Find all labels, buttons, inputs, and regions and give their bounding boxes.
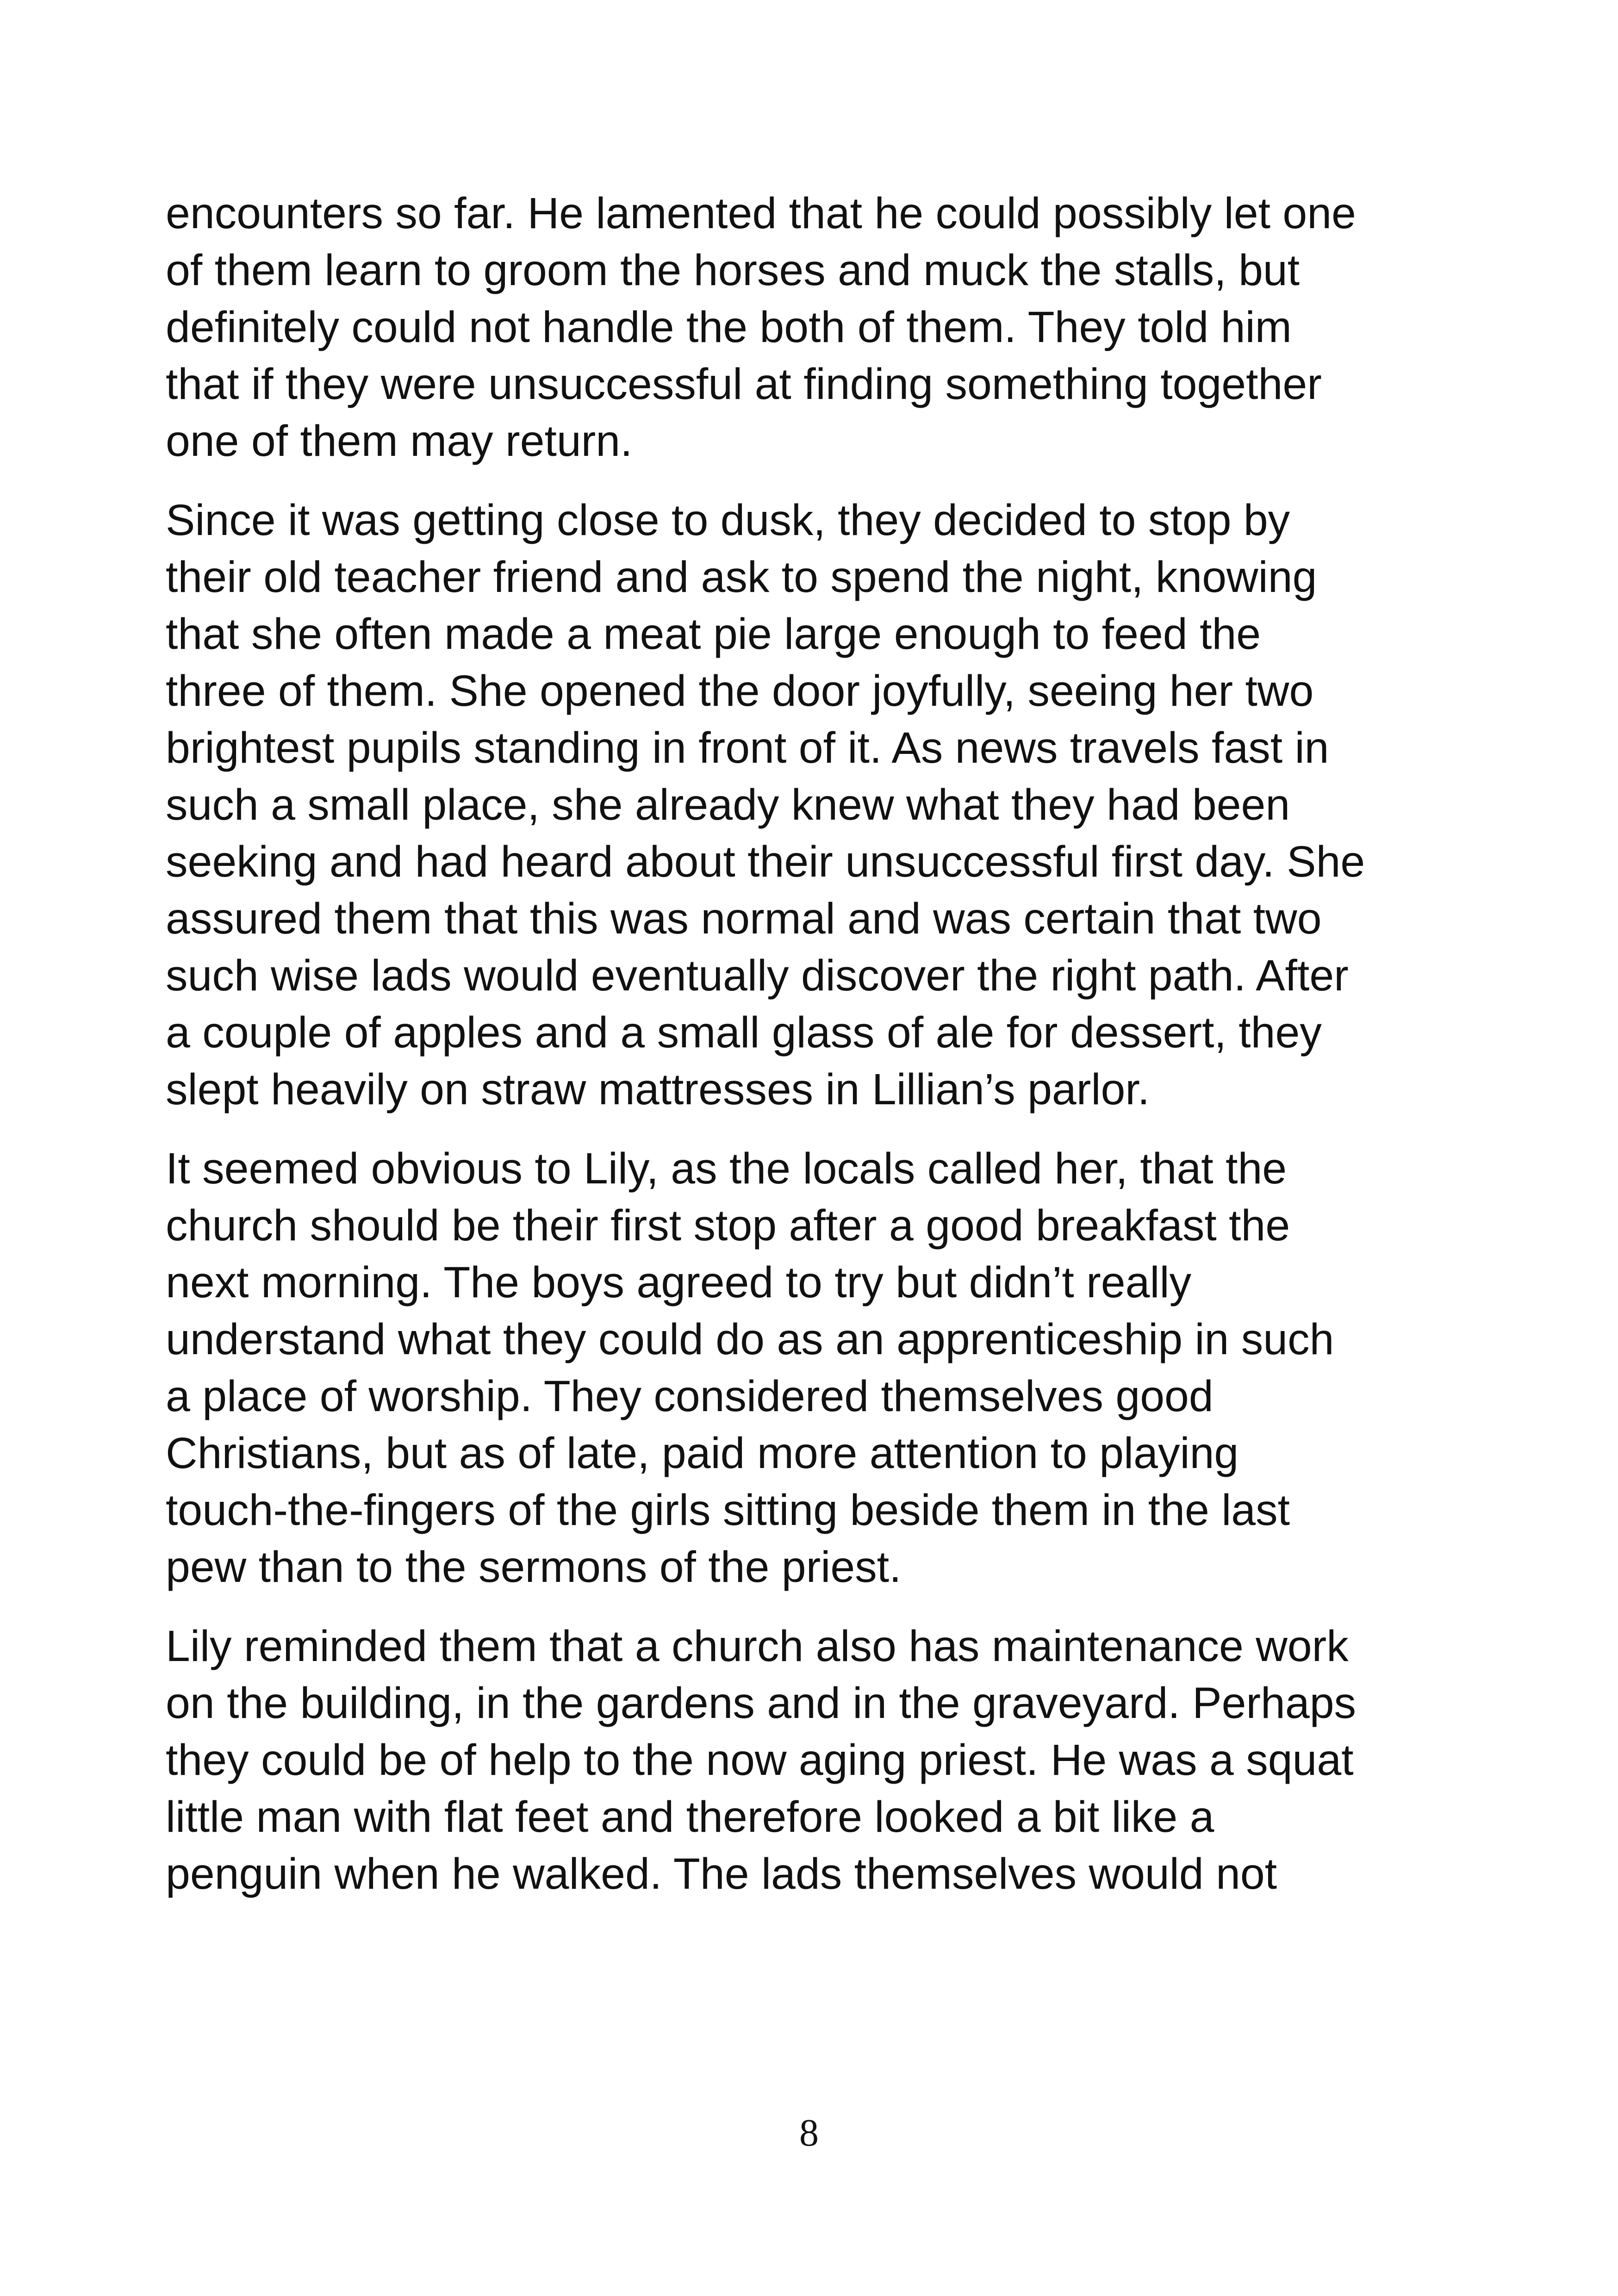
text-line: Christians, but as of late, paid more attention to playing	[166, 1429, 1239, 1478]
text-line: touch-the-fingers of the girls sitting beside them in the last	[166, 1486, 1290, 1535]
text-line: of them learn to groom the horses and muck the stalls, but	[166, 246, 1300, 295]
text-line: such wise lads would eventually discover the right path. After	[166, 951, 1349, 1000]
text-line: their old teacher friend and ask to spend the night, knowing	[166, 553, 1317, 602]
text-line: church should be their first stop after a good breakfast the	[166, 1201, 1290, 1250]
text-line: understand what they could do as an apprenticeship in such	[166, 1315, 1334, 1364]
text-line: a couple of apples and a small glass of ale for dessert, they	[166, 1008, 1322, 1057]
text-line: definitely could not handle the both of them. They told him	[166, 303, 1292, 352]
text-line: It seemed obvious to Lily, as the locals called her, that the	[166, 1144, 1287, 1193]
text-line: three of them. She opened the door joyfully, seeing her two	[166, 666, 1314, 716]
text-line: little man with flat feet and therefore looked a bit like a	[166, 1792, 1214, 1842]
paragraph	[166, 185, 1480, 470]
text-line: brightest pupils standing in front of it. As news travels fast in	[166, 723, 1329, 772]
text-line: on the building, in the gardens and in the graveyard. Perhaps	[166, 1679, 1357, 1728]
text-line: next morning. The boys agreed to try but didn’t really	[166, 1258, 1192, 1307]
paragraph	[166, 1140, 1480, 1596]
text-line: encounters so far. He lamented that he could possibly let one	[166, 189, 1356, 238]
page-number: 8	[799, 2111, 819, 2154]
text-line: that she often made a meat pie large enough to feed the	[166, 610, 1261, 659]
paragraph	[166, 1618, 1480, 1903]
text-line: Lily reminded them that a church also has maintenance work	[166, 1622, 1349, 1671]
text-line: assured them that this was normal and was certain that two	[166, 894, 1322, 943]
text-line: slept heavily on straw mattresses in Lillian’s parlor.	[166, 1065, 1150, 1114]
text-line: such a small place, she already knew what they had been	[166, 780, 1290, 829]
text-line: pew than to the sermons of the priest.	[166, 1543, 902, 1592]
text-line: penguin when he walked. The lads themselves would not	[166, 1849, 1277, 1898]
text-line: a place of worship. They considered themselves good	[166, 1372, 1214, 1421]
text-line: seeking and had heard about their unsuccessful first day. She	[166, 837, 1365, 886]
text-line: that if they were unsuccessful at finding something together	[166, 360, 1322, 409]
text-line: Since it was getting close to dusk, they decided to stop by	[166, 496, 1290, 545]
text-line: one of them may return.	[166, 417, 633, 466]
body-text	[166, 185, 1480, 1925]
text-line: they could be of help to the now aging priest. He was a squat	[166, 1736, 1354, 1785]
paragraph	[166, 492, 1480, 1118]
